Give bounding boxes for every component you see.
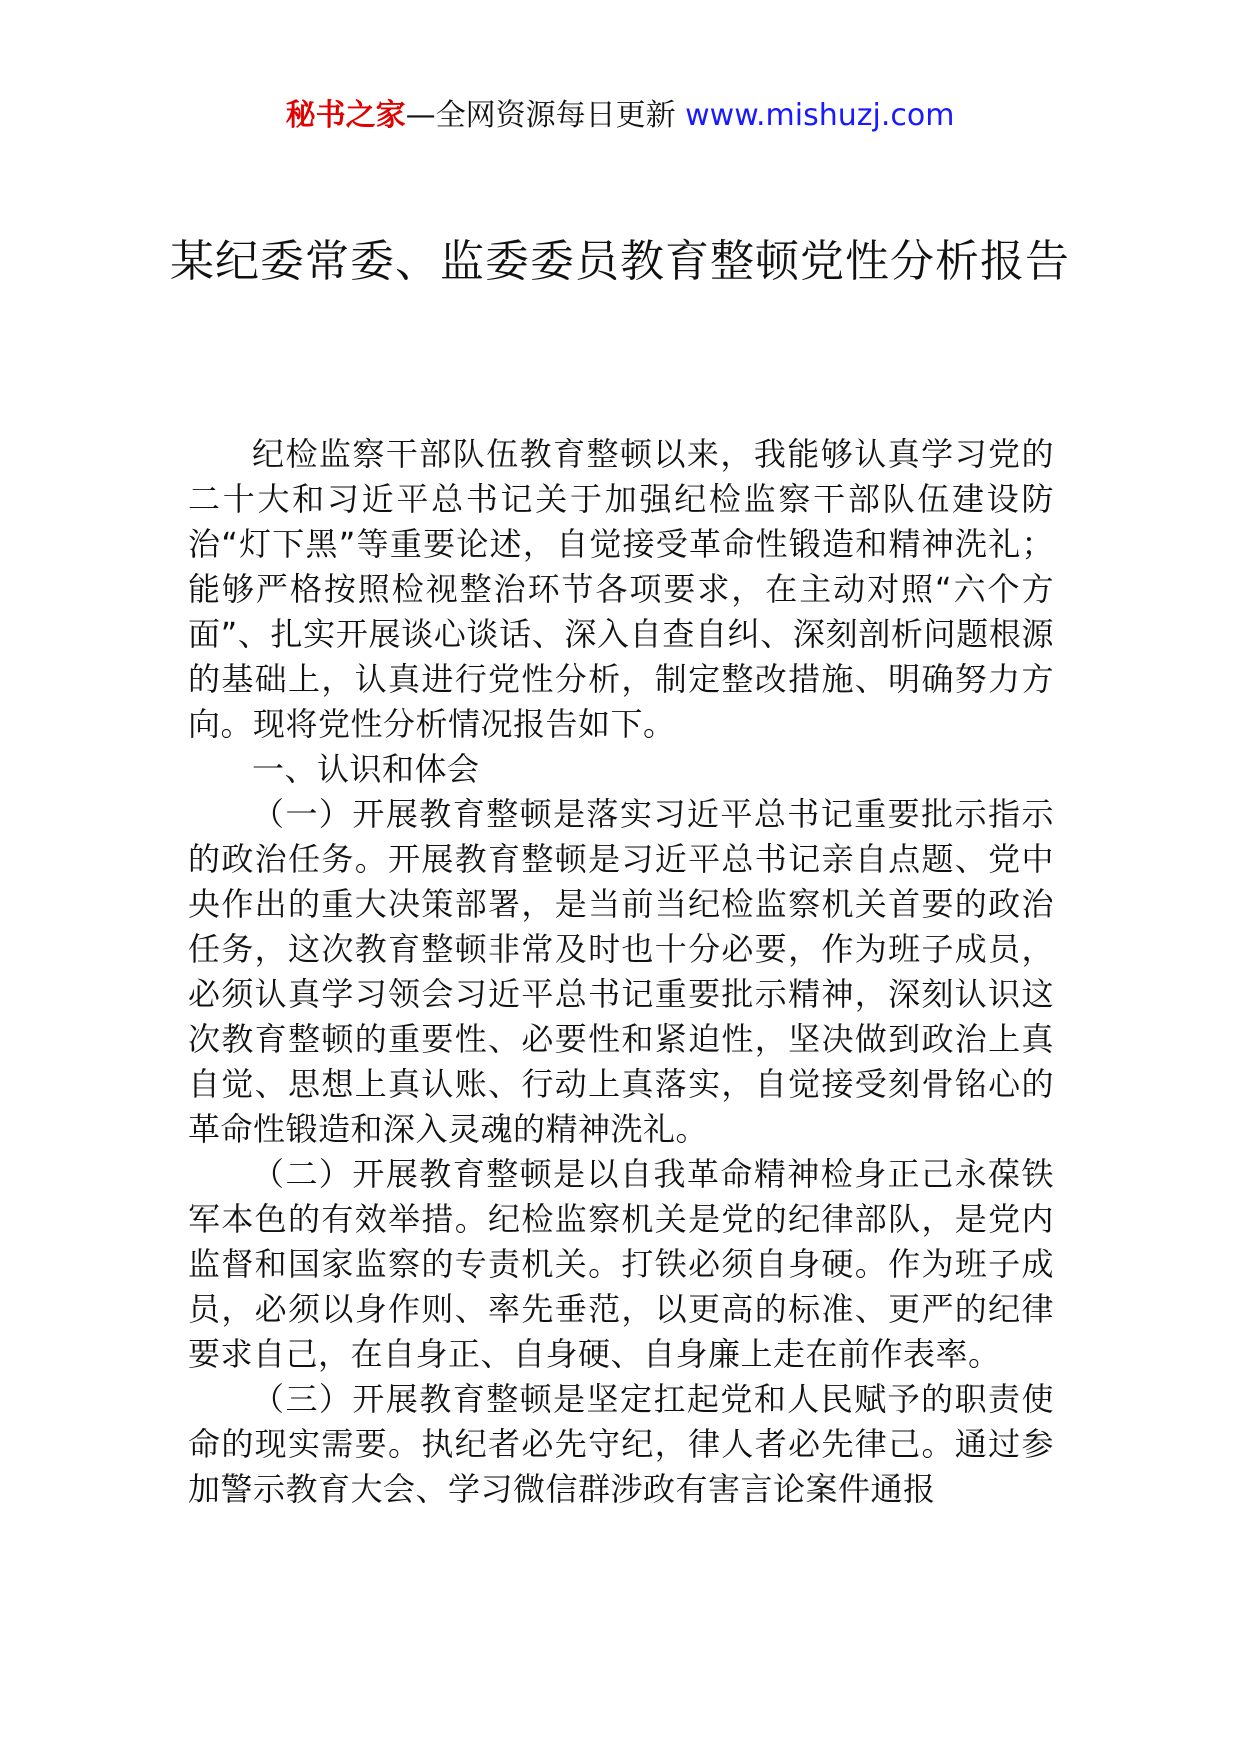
point-two-paragraph: （二）开展教育整顿是以自我革命精神检身正己永葆铁军本色的有效举措。纪检监察机关是党的纪律部队，是党内监督和国家监察的专责机关。打铁必须自身硬。作为班子成员，必须以身作则、率先垂范，以更高的标准、更严的纪律要求自己，在自身正、自身硬、自身廉上走在前作表率。 bbox=[188, 1155, 1054, 1373]
document-body bbox=[188, 432, 1054, 1512]
site-brand: 秘书之家 bbox=[285, 98, 406, 133]
intro-paragraph: 纪检监察干部队伍教育整顿以来，我能够认真学习党的二十大和习近平总书记关于加强纪检监察干部队伍建设防治“灯下黑”等重要论述，自觉接受革命性锻造和精神洗礼；能够严格按照检视整治环节各项要求，在主动对照“六个方面”、扎实开展谈心谈话、深入自查自纠、深刻剖析问题根源的基础上，认真进行党性分析，制定整改措施、明确努力方向。现将党性分析情况报告如下。 bbox=[188, 435, 1054, 743]
site-url-link[interactable]: www.mishuzj.com bbox=[685, 98, 955, 133]
site-header bbox=[0, 96, 1240, 136]
site-tagline: —全网资源每日更新 bbox=[405, 98, 686, 133]
point-three-paragraph: （三）开展教育整顿是坚定扛起党和人民赋予的职责使命的现实需要。执纪者必先守纪，律人者必先律己。通过参加警示教育大会、学习微信群涉政有害言论案件通报 bbox=[188, 1380, 1054, 1508]
point-one-paragraph: （一）开展教育整顿是落实习近平总书记重要批示指示的政治任务。开展教育整顿是习近平总书记亲自点题、党中央作出的重大决策部署，是当前当纪检监察机关首要的政治任务，这次教育整顿非常及时也十分必要，作为班子成员，必须认真学习领会习近平总书记重要批示精神，深刻认识这次教育整顿的重要性、必要性和紧迫性，坚决做到政治上真自觉、思想上真认账、行动上真落实，自觉接受刻骨铭心的革命性锻造和深入灵魂的精神洗礼。 bbox=[188, 795, 1054, 1148]
document-title: 某纪委常委、监委委员教育整顿党性分析报告 bbox=[170, 236, 1070, 287]
section-heading: 一、认识和体会 bbox=[252, 750, 480, 788]
